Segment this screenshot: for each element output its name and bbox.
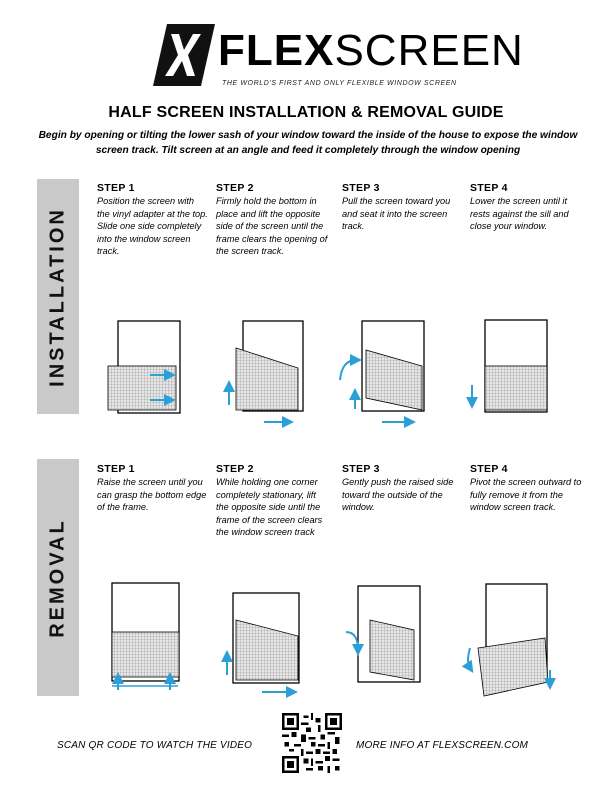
step-heading: STEP 1 — [97, 463, 135, 475]
install-step3-illustration — [340, 321, 424, 422]
step-text: Pivot the screen outward to fully remove it from the window screen track. — [470, 477, 582, 513]
step-text: Raise the screen until you can grasp the bottom edge of the frame. — [97, 477, 207, 513]
brand-name-bold: FLEX — [218, 26, 335, 75]
qr-code-icon[interactable] — [282, 713, 342, 773]
removal-step2-illustration — [227, 593, 299, 692]
install-step4-illustration — [472, 320, 547, 412]
removal-step4-illustration — [468, 584, 550, 696]
curved-arrow-icon — [346, 632, 358, 650]
curved-arrow-icon — [340, 360, 356, 380]
step-heading: STEP 3 — [342, 182, 380, 194]
step-text: Position the screen with the vinyl adapter at the top. Slide one side completely into the window screen track. — [97, 196, 208, 257]
step-heading: STEP 3 — [342, 463, 380, 475]
step-heading: STEP 2 — [216, 463, 254, 475]
install-step2-illustration — [229, 321, 303, 422]
footer-website-link[interactable]: MORE INFO AT FLEXSCREEN.COM — [356, 740, 529, 751]
step-heading: STEP 2 — [216, 182, 254, 194]
brand-tagline: THE WORLD'S FIRST AND ONLY FLEXIBLE WINDOW SCREEN — [222, 80, 457, 87]
footer-qr-instruction: SCAN QR CODE TO WATCH THE VIDEO — [57, 740, 253, 751]
curved-arrow-icon — [468, 648, 470, 668]
brand-name-light: SCREEN — [334, 26, 524, 75]
removal-step1-illustration — [112, 583, 179, 690]
install-step1-illustration — [108, 321, 180, 413]
step-text: Pull the screen toward you and seat it into the screen track. — [342, 196, 451, 232]
page-title: HALF SCREEN INSTALLATION & REMOVAL GUIDE — [108, 104, 504, 121]
step-heading: STEP 4 — [470, 182, 508, 194]
step-heading: STEP 4 — [470, 463, 508, 475]
removal-label: REMOVAL — [46, 517, 69, 638]
intro-text: Begin by opening or tilting the lower sash of your window toward the inside of the house to expose the window screen track. Tilt screen at an angle and feed it completely through the window opening — [38, 130, 578, 156]
step-text: Lower the screen until it rests against the sill and close your window. — [470, 196, 569, 232]
step-text: Gently push the raised side toward the outside of the window. — [342, 477, 454, 513]
removal-step3-illustration — [346, 586, 420, 682]
step-heading: STEP 1 — [97, 182, 135, 194]
step-text: While holding one corner completely stationary, lift the opposite side until the frame of the screen clears the window screen track — [216, 477, 323, 538]
step-text: Firmly hold the bottom in place and lift the opposite side of the screen until the frame clears the opening of the screen track. — [216, 196, 328, 257]
installation-label: INSTALLATION — [46, 206, 69, 387]
